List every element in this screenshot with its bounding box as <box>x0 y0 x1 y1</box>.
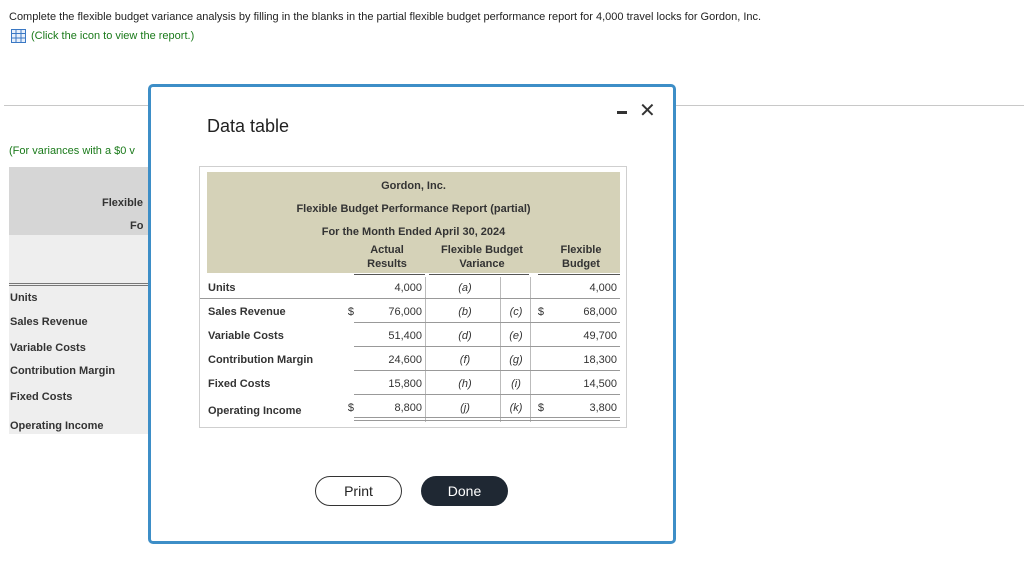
operating-income-actual: 8,800 <box>394 402 422 414</box>
divider-left <box>4 105 148 106</box>
sales-variance: (b) <box>458 306 472 318</box>
units-actual: 4,000 <box>394 282 422 294</box>
sales-actual: 76,000 <box>388 306 422 318</box>
view-report-link[interactable] <box>11 29 194 43</box>
background-row-operating-income: Operating Income <box>10 420 104 432</box>
row-rule <box>354 322 620 323</box>
operating-income-fav-unfav: (k) <box>509 402 523 414</box>
operating-income-variance: (j) <box>460 402 470 414</box>
background-table-subheader <box>9 235 150 283</box>
row-rule <box>354 394 620 395</box>
contribution-margin-flexible: 18,300 <box>583 354 617 366</box>
variable-costs-variance: (d) <box>458 330 472 342</box>
fixed-costs-actual: 15,800 <box>388 378 422 390</box>
row-label-contribution-margin: Contribution Margin <box>208 354 314 366</box>
background-header-flexible: Flexible <box>102 197 143 209</box>
col-header-variance: Flexible Budget Variance <box>441 244 523 270</box>
row-label-fixed-costs: Fixed Costs <box>208 378 271 390</box>
row-rule <box>354 346 620 347</box>
report-company: Gordon, Inc. <box>381 180 446 192</box>
row-label-variable-costs: Variable Costs <box>208 330 284 342</box>
fixed-costs-variance: (h) <box>458 378 472 390</box>
background-row-labels <box>9 284 150 434</box>
view-report-link-label[interactable]: (Click the icon to view the report.) <box>31 30 195 42</box>
background-row-contribution-margin: Contribution Margin <box>10 365 116 377</box>
divider-right <box>676 105 1024 106</box>
total-double-rule <box>354 417 620 418</box>
operating-income-actual-sign: $ <box>347 402 354 414</box>
row-label-units: Units <box>208 282 236 294</box>
sales-fav-unfav: (c) <box>509 306 523 318</box>
contribution-margin-fav-unfav: (g) <box>509 354 523 366</box>
col-header-actual: Actual Results <box>367 244 407 270</box>
background-row-sales-revenue: Sales Revenue <box>10 316 88 328</box>
table-grid-icon[interactable] <box>11 29 26 43</box>
close-icon[interactable]: ✕ <box>639 100 656 122</box>
report-header <box>207 172 620 273</box>
col-header-flexible: Flexible Budget <box>560 244 602 270</box>
units-flexible: 4,000 <box>589 282 617 294</box>
header-underline <box>538 274 620 275</box>
header-underline <box>354 274 425 275</box>
header-underline <box>429 274 529 275</box>
background-row-fixed-costs: Fixed Costs <box>10 391 73 403</box>
contribution-margin-variance: (f) <box>459 354 471 366</box>
row-label-sales-revenue: Sales Revenue <box>208 306 286 318</box>
row-rule <box>354 370 620 371</box>
row-rule <box>200 298 620 299</box>
data-table-modal <box>148 84 676 544</box>
sales-flexible: 68,000 <box>583 306 617 318</box>
sales-actual-sign: $ <box>347 306 354 318</box>
variable-costs-flexible: 49,700 <box>583 330 617 342</box>
operating-income-flexible: 3,800 <box>589 402 617 414</box>
background-row-variable-costs: Variable Costs <box>10 342 86 354</box>
performance-report <box>199 166 627 428</box>
operating-income-flexible-sign: $ <box>537 402 544 414</box>
units-variance: (a) <box>458 282 472 294</box>
contribution-margin-actual: 24,600 <box>388 354 422 366</box>
variable-costs-actual: 51,400 <box>388 330 422 342</box>
print-button[interactable]: Print <box>315 476 402 506</box>
fixed-costs-fav-unfav: (i) <box>511 378 521 390</box>
variance-note: (For variances with a $0 v <box>9 145 135 157</box>
report-title: Flexible Budget Performance Report (partial) <box>296 203 531 215</box>
total-double-rule <box>354 420 620 421</box>
done-button[interactable]: Done <box>421 476 508 506</box>
background-row-units: Units <box>10 292 38 304</box>
report-period: For the Month Ended April 30, 2024 <box>321 226 506 238</box>
background-line <box>9 283 150 284</box>
fixed-costs-flexible: 14,500 <box>583 378 617 390</box>
background-line <box>9 285 150 286</box>
minimize-icon[interactable] <box>617 111 627 114</box>
variable-costs-fav-unfav: (e) <box>509 330 523 342</box>
row-label-operating-income: Operating Income <box>208 405 302 417</box>
instruction-text: Complete the flexible budget variance analysis by filling in the blanks in the partial flexible budget performance report for 4,000 travel locks for Gordon, Inc. <box>9 11 762 23</box>
sales-flexible-sign: $ <box>537 306 544 318</box>
modal-title: Data table <box>207 116 290 136</box>
background-header-for: Fo <box>130 220 144 232</box>
